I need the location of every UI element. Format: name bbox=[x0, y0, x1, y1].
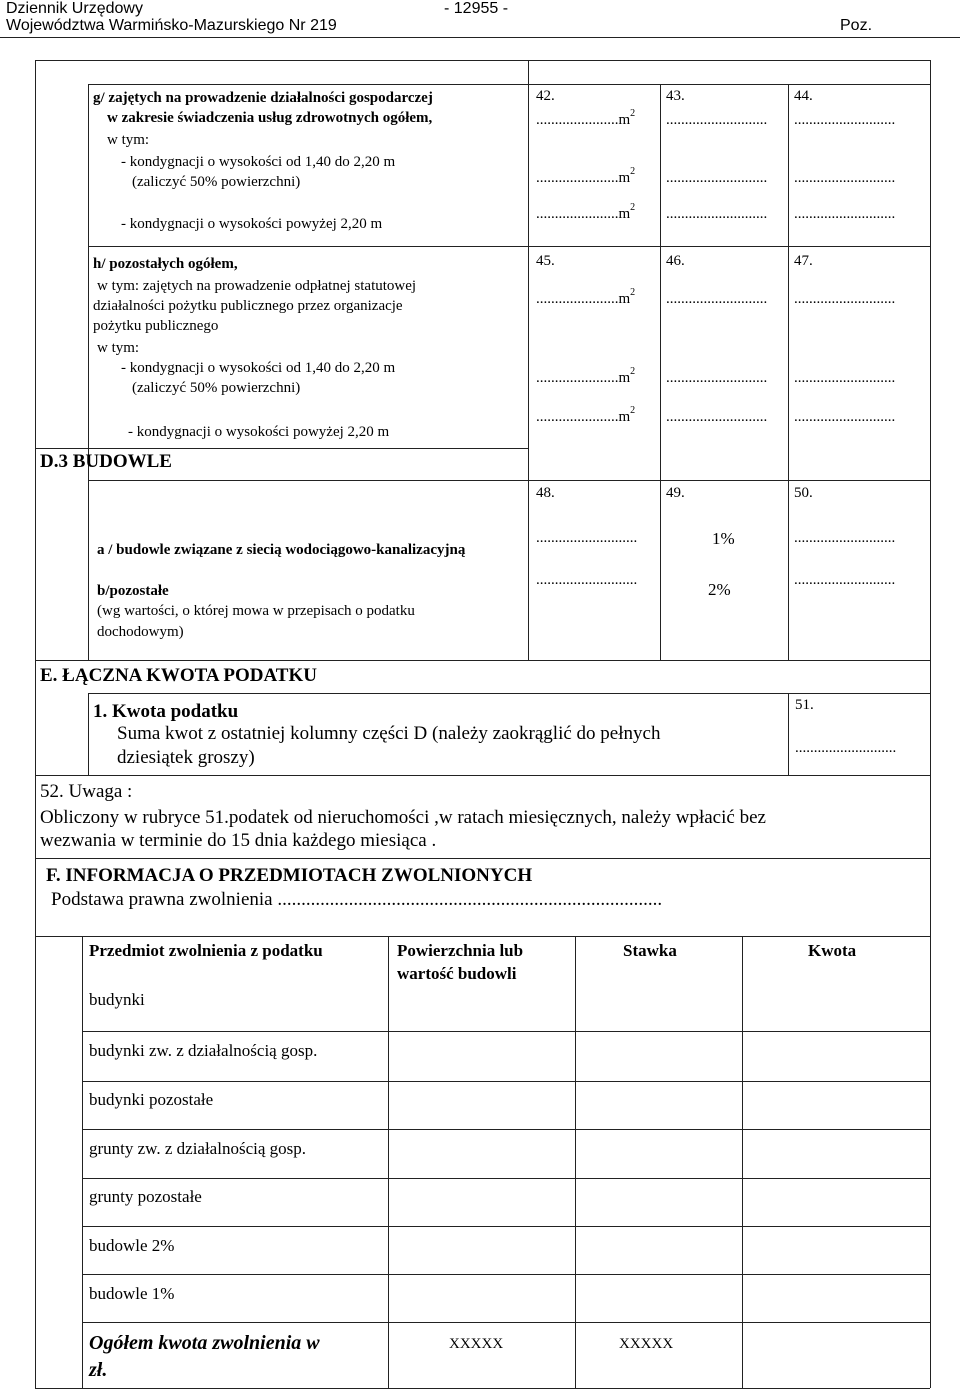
h-statutory: w tym: zajętych na prowadzenie odpłatnej statutowej bbox=[97, 278, 417, 294]
d3-other-note-cont: dochodowym) bbox=[97, 624, 184, 640]
column-header-area: Powierzchnia lub bbox=[397, 941, 524, 960]
h-low-floors-note: (zaliczyć 50% powierzchni) bbox=[132, 380, 301, 396]
table-row-label: grunty zw. z działalnością gosp. bbox=[89, 1139, 306, 1158]
d3-title: D.3 BUDOWLE bbox=[40, 451, 172, 472]
position-label: Poz. bbox=[840, 17, 873, 34]
tax-total-field[interactable]: ........................... bbox=[795, 740, 897, 756]
field-number: 50. bbox=[794, 485, 813, 501]
g-low-floors-note: (zaliczyć 50% powierzchni) bbox=[132, 174, 301, 190]
area-field[interactable]: $......................m^2$ bbox=[536, 108, 636, 128]
column-header-amount: Kwota bbox=[808, 941, 857, 960]
h-title: h/ pozostałych ogółem, bbox=[93, 256, 238, 272]
rate-field[interactable]: ........................... bbox=[666, 291, 768, 307]
table-row-label: budynki pozostałe bbox=[89, 1090, 214, 1109]
total-exemption-label: Ogółem kwota zwolnienia w bbox=[89, 1332, 320, 1354]
rate-field[interactable]: ........................... bbox=[666, 370, 768, 386]
rate-field[interactable]: ........................... bbox=[666, 170, 768, 186]
h-statutory-cont: działalności pożytku publicznego przez organizacje bbox=[93, 298, 403, 314]
g-low-floors: - kondygnacji o wysokości od 1,40 do 2,20 m bbox=[121, 154, 396, 170]
page-number: - 12955 - bbox=[444, 0, 509, 17]
d3-other-note: (wg wartości, o której mowa w przepisach o podatku bbox=[97, 603, 415, 619]
area-field[interactable]: $......................m^2$ bbox=[536, 366, 636, 386]
journal-title: Dziennik Urzędowy bbox=[6, 0, 143, 17]
rate-field[interactable]: ........................... bbox=[666, 112, 768, 128]
area-field[interactable]: $......................m^2$ bbox=[536, 405, 636, 425]
note-text: Obliczony w rubryce 51.podatek od nieruchomości ,w ratach miesięcznych, należy wpłacić bez bbox=[40, 807, 766, 828]
value-field[interactable]: ........................... bbox=[536, 530, 638, 546]
e-item-desc-cont: dziesiątek groszy) bbox=[117, 747, 255, 768]
h-low-floors: - kondygnacji o wysokości od 1,40 do 2,20 m bbox=[121, 360, 396, 376]
field-number: 42. bbox=[536, 88, 555, 104]
e-item-desc: Suma kwot z ostatniej kolumny części D (należy zaokrąglić do pełnych bbox=[117, 723, 661, 744]
amount-field[interactable]: ........................... bbox=[794, 370, 896, 386]
journal-subtitle: Województwa Warmińsko-Mazurskiego Nr 219 bbox=[6, 17, 337, 34]
amount-field[interactable]: ........................... bbox=[794, 530, 896, 546]
e-title: E. ŁĄCZNA KWOTA PODATKU bbox=[40, 665, 317, 686]
rate-1-percent: 1% bbox=[712, 529, 735, 548]
field-number: 44. bbox=[794, 88, 813, 104]
e-item-title: 1. Kwota podatku bbox=[93, 701, 239, 722]
legal-basis-field[interactable]: Podstawa prawna zwolnienia ................................................................................. bbox=[51, 889, 663, 910]
field-number: 45. bbox=[536, 253, 555, 269]
header-rule bbox=[0, 37, 960, 38]
table-row-label: grunty pozostałe bbox=[89, 1187, 202, 1206]
f-title: F. INFORMACJA O PRZEDMIOTACH ZWOLNIONYCH bbox=[46, 865, 533, 886]
note-title: 52. Uwaga : bbox=[40, 781, 133, 802]
total-area-placeholder: XXXXX bbox=[449, 1336, 504, 1352]
total-rate-placeholder: XXXXX bbox=[619, 1336, 674, 1352]
amount-field[interactable]: ........................... bbox=[794, 291, 896, 307]
amount-field[interactable]: ........................... bbox=[794, 409, 896, 425]
column-header-rate: Stawka bbox=[623, 941, 677, 960]
area-field[interactable]: $......................m^2$ bbox=[536, 202, 636, 222]
table-row-label: budynki zw. z działalnością gosp. bbox=[89, 1041, 318, 1060]
rate-2-percent: 2% bbox=[708, 580, 731, 599]
value-field[interactable]: ........................... bbox=[536, 572, 638, 588]
g-title: g/ zajętych na prowadzenie działalności gospodarczej bbox=[93, 90, 433, 106]
field-number: 48. bbox=[536, 485, 555, 501]
g-high-floors: - kondygnacji o wysokości powyżej 2,20 m bbox=[121, 216, 383, 232]
g-title-cont: w zakresie świadczenia usług zdrowotnych ogółem, bbox=[107, 110, 433, 126]
d3-other-label: b/pozostałe bbox=[97, 583, 169, 599]
d3-water-label: a / budowle związane z siecią wodociągowo-kanalizacyjną bbox=[97, 542, 466, 558]
field-number: 51. bbox=[795, 697, 814, 713]
column-header-subject: Przedmiot zwolnienia z podatku bbox=[89, 941, 323, 960]
table-row-label: budynki bbox=[89, 990, 145, 1009]
h-statutory-end: pożytku publicznego bbox=[93, 318, 219, 334]
table-row-label: budowle 2% bbox=[89, 1236, 175, 1255]
area-field[interactable]: $......................m^2$ bbox=[536, 287, 636, 307]
amount-field[interactable]: ........................... bbox=[794, 572, 896, 588]
amount-field[interactable]: ........................... bbox=[794, 112, 896, 128]
amount-field[interactable]: ........................... bbox=[794, 206, 896, 222]
area-field[interactable]: $......................m^2$ bbox=[536, 166, 636, 186]
column-header-area-cont: wartość budowli bbox=[397, 964, 517, 983]
field-number: 46. bbox=[666, 253, 685, 269]
rate-field[interactable]: ........................... bbox=[666, 206, 768, 222]
h-intro: w tym: bbox=[97, 340, 140, 356]
note-text-cont: wezwania w terminie do 15 dnia każdego miesiąca . bbox=[40, 830, 437, 851]
g-intro: w tym: bbox=[107, 132, 150, 148]
field-number: 47. bbox=[794, 253, 813, 269]
rate-field[interactable]: ........................... bbox=[666, 409, 768, 425]
table-row-label: budowle 1% bbox=[89, 1284, 175, 1303]
field-number: 49. bbox=[666, 485, 685, 501]
amount-field[interactable]: ........................... bbox=[794, 170, 896, 186]
h-high-floors: - kondygnacji o wysokości powyżej 2,20 m bbox=[128, 424, 390, 440]
total-exemption-label-cont: zł. bbox=[89, 1359, 108, 1381]
field-number: 43. bbox=[666, 88, 685, 104]
